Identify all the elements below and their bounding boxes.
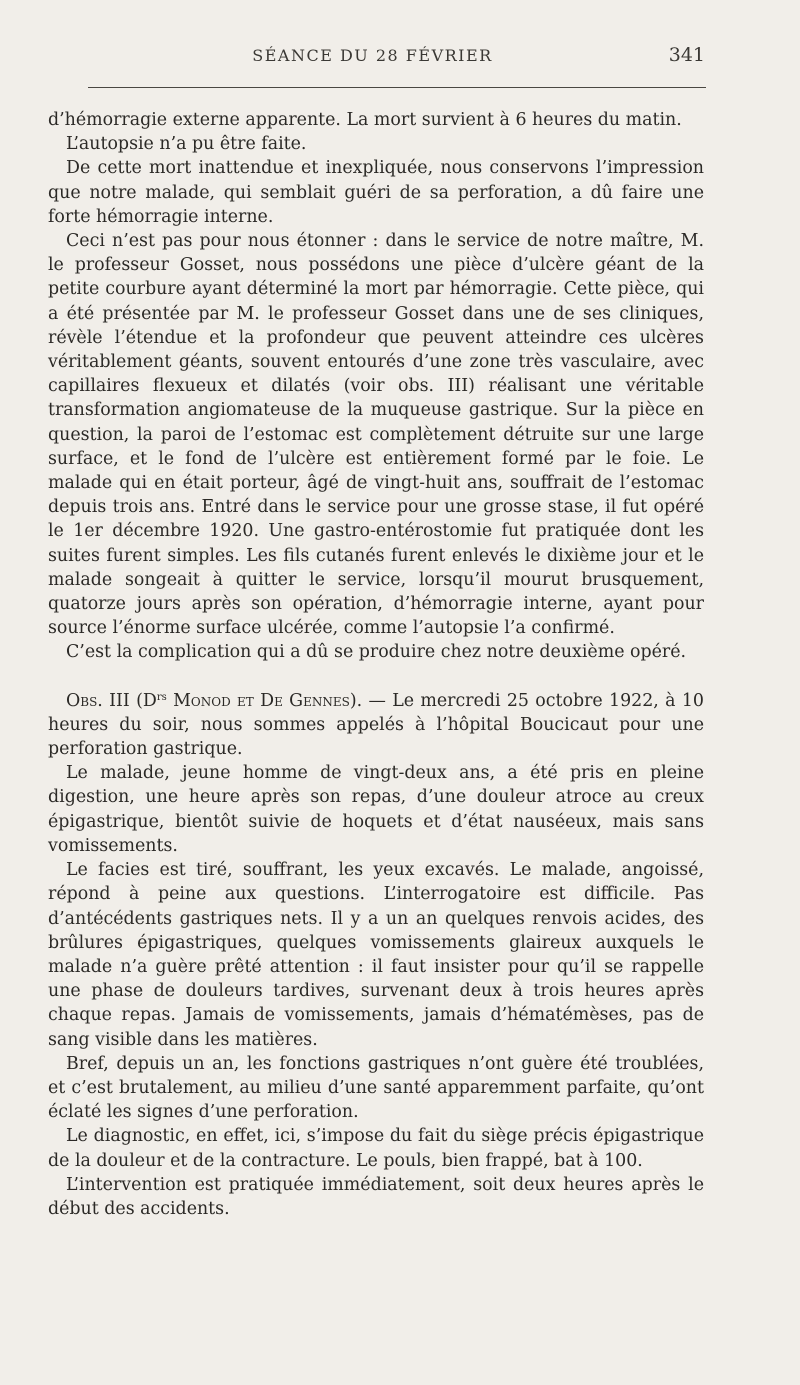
page-number: 341 — [668, 44, 705, 66]
paragraph: L’autopsie n’a pu être faite. — [66, 134, 307, 155]
paragraph: Bref, depuis un an, les fonctions gastriques n’ont guère été troublées, et c’est brutalement, au milieu d’une santé apparemment parfaite, qu’ont éclaté les signes d’une perforation. — [48, 1053, 704, 1123]
observation-text: — Le mercredi 25 octobre 1922, à 10 heures du soir, nous sommes appelés à l’hôpital Boucicaut pour une perforation gastrique. — [48, 690, 704, 760]
observation-authors-names: Monod et De Gennes). — [166, 690, 363, 711]
observation-heading-paragraph — [48, 689, 704, 762]
body-text — [48, 108, 704, 1221]
paragraph: C’est la complication qui a dû se produire chez notre deuxième opéré. — [66, 642, 687, 663]
paragraph: Le malade, jeune homme de vingt-deux ans, a été pris en pleine digestion, une heure après son repas, d’une douleur atroce au creux épigastrique, bientôt suivie de hoquets et d’état nauséeux, mais sans vomissements. — [48, 763, 704, 856]
paragraph: d’hémorragie externe apparente. La mort survient à 6 heures du matin. — [48, 110, 682, 130]
running-title: SÉANCE DU 28 FÉVRIER — [252, 46, 493, 65]
paragraph: Le facies est tiré, souffrant, les yeux excavés. Le malade, angoissé, répond à peine aux questions. L’interrogatoire est difficile. Pas d’antécédents gastriques nets. Il y a un an quelques renvois acides, des brûlures épigastriques, quelques vomissements glaireux auxquels le malade n’a guère prêté attention : il faut insister pour qu’il se rappelle une phase de douleurs tardives, survenant deux à trois heures après chaque repas. Jamais de vomissements, jamais d’hématémèses, pas de sang visible dans les matières. — [48, 860, 704, 1050]
paragraph: L’intervention est pratiquée immédiatement, soit deux heures après le début des accidents. — [48, 1174, 704, 1219]
page-header — [40, 44, 705, 74]
observation-authors-prefix: (D — [136, 690, 157, 711]
paragraph: Le diagnostic, en effet, ici, s’impose du fait du siège précis épigastrique de la douleur et de la contracture. Le pouls, bien frappé, bat à 100. — [48, 1126, 704, 1171]
observation-authors-sup: rs — [156, 691, 167, 703]
header-rule — [88, 87, 706, 88]
paragraph: Ceci n’est pas pour nous étonner : dans le service de notre maître, M. le professeur Gosset, nous possédons une pièce d’ulcère géant de la petite courbure ayant déterminé la mort par hémorragie. Cette pièce, qui a été présentée par M. le professeur Gosset dans une de ses cliniques, révèle l’étendue et la profondeur que peuvent atteindre ces ulcères véritablement géants, souvent entourés d’une zone très vasculaire, avec capillaires flexueux et dilatés (voir obs. III) réalisant une véritable transformation angiomateuse de la muqueuse gastrique. Sur la pièce en question, la paroi de l’estomac est complètement détruite sur une large surface, et le fond de l’ulcère est entièrement formé par le foie. Le malade qui en était porteur, âgé de vingt-huit ans, souffrait de l’estomac depuis trois ans. Entré dans le service pour une grosse stase, il fut opéré le 1er décembre 1920. Une gastro-entérostomie fut pratiquée dont les suites furent simples. Les fils cutanés furent enlevés le dixième jour et le malade songeait à quitter le service, lorsqu’il mourut brusquement, quatorze jours après son opération, d’hémorragie interne, ayant pour source l’énorme surface ulcérée, comme l’autopsie l’a confirmé. — [48, 231, 704, 639]
paragraph: De cette mort inattendue et inexpliquée, nous conservons l’impression que notre malade, qui semblait guéri de sa perforation, a dû faire une forte hémorragie interne. — [48, 158, 704, 227]
observation-label: Obs. III — [66, 690, 130, 711]
